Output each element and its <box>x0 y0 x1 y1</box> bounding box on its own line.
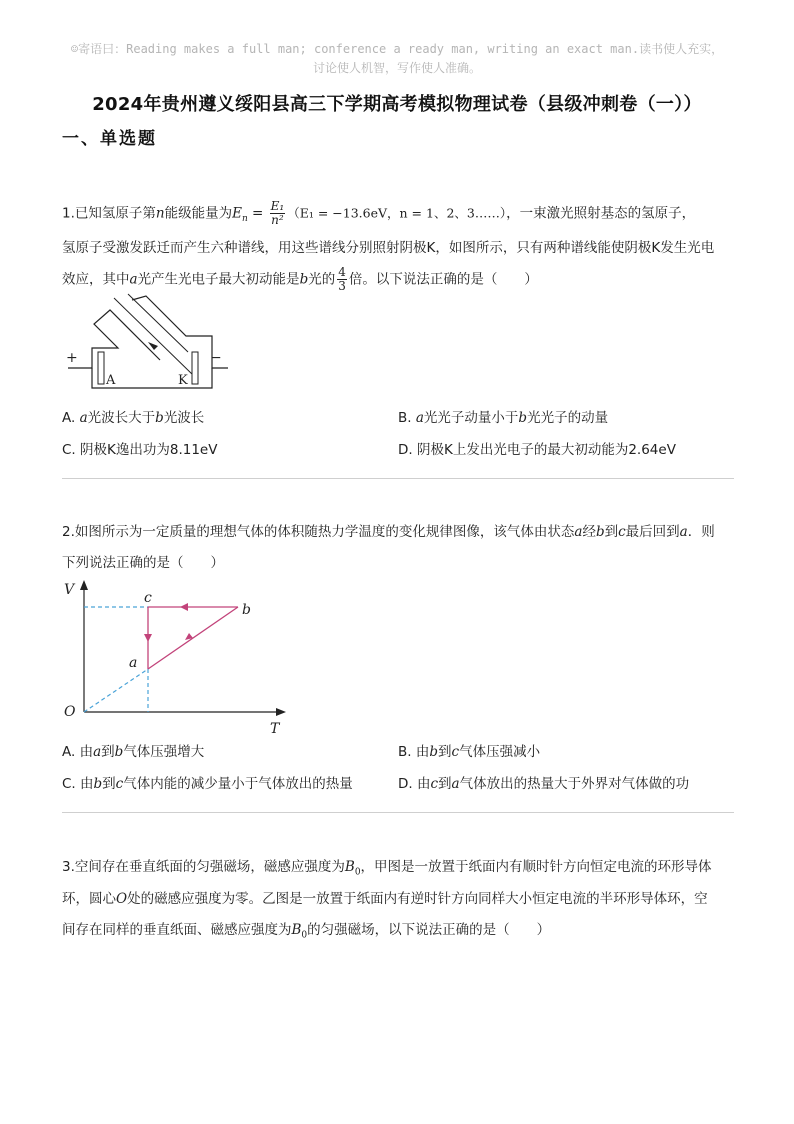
option-text: 光波长 <box>163 410 205 426</box>
option-text: 由 <box>415 744 430 760</box>
option-var: b <box>429 744 439 760</box>
option-text: 由 <box>79 744 94 760</box>
q1-line-3 <box>62 266 538 293</box>
q1-text: 倍。以下说法正确的是（ ） <box>348 271 538 288</box>
q1-option-a[interactable] <box>62 406 204 426</box>
option-var: a <box>79 410 88 426</box>
light-ray-1 <box>114 298 194 376</box>
option-text: 由 <box>80 776 94 792</box>
option-label: C. <box>62 442 76 458</box>
q1-text: ，一束激光照射基态的氢原子， <box>506 205 696 222</box>
q3-text: 间存在同样的垂直纸面、磁感应强度为 <box>62 922 292 938</box>
point-label-a: a <box>129 655 138 671</box>
y-axis-arrow-icon <box>80 580 88 590</box>
q3-var-B: B <box>291 922 302 938</box>
q1-line-1 <box>62 200 695 227</box>
q1-text: 光产生光电子最大初动能是 <box>137 271 300 288</box>
option-text: 气体内能的减少量小于气体放出的热量 <box>123 776 353 792</box>
q2-option-d[interactable] <box>398 772 689 792</box>
q3-var-B-sub: 0 <box>301 930 308 941</box>
axis-label-T: T <box>270 721 280 737</box>
option-var: b <box>93 776 103 792</box>
q2-text: ．则 <box>687 524 715 540</box>
q1-energy-fraction <box>270 200 286 227</box>
q1-condition: （E₁ = −13.6eV，n = 1、2、3……） <box>287 205 507 221</box>
option-var: c <box>451 744 460 760</box>
q3-text: ，甲图是一放置于纸面内有顺时针方向恒定电流的环形导体 <box>360 859 712 875</box>
option-label: D. <box>398 442 413 458</box>
minus-sign: − <box>210 350 222 366</box>
motto-line-2: 讨论使人机智，写作使人准确。 <box>312 61 481 75</box>
option-var: b <box>518 410 528 426</box>
origin-label-O: O <box>64 704 76 720</box>
tube-left-wall <box>68 310 160 368</box>
point-label-b: b <box>242 602 251 618</box>
q1-option-c[interactable] <box>62 438 217 458</box>
q1-text: 能级能量为 <box>164 205 233 222</box>
option-var: a <box>93 744 102 760</box>
q2-option-c[interactable] <box>62 772 353 792</box>
point-label-c: c <box>144 590 152 606</box>
q1-var-En-sub: n <box>241 214 248 225</box>
q3-line-3 <box>62 918 550 941</box>
page-title: 2024年贵州遵义绥阳县高三下学期高考模拟物理试卷（县级冲刺卷（一）） <box>92 94 702 115</box>
q1-text: 效应，其中 <box>62 271 130 288</box>
q2-line-1 <box>62 520 715 540</box>
q2-line-2: 下列说法正确的是（ ） <box>62 555 224 571</box>
option-text: 到 <box>438 744 452 760</box>
q1-var-n: n <box>155 205 165 222</box>
q1-ratio-fraction <box>337 266 347 293</box>
option-var: c <box>430 776 439 792</box>
q1-phototube-figure <box>62 292 232 398</box>
option-label: A. <box>62 410 76 426</box>
q2-text: 到 <box>604 524 619 540</box>
motto-line-1: ☺寄语曰：Reading makes a full man; conference a ready man, writing an exact man.读书使人充实， <box>70 42 724 56</box>
option-text: 阴极K上发出光电子的最大初动能为2.64eV <box>416 442 676 458</box>
light-ray-2 <box>128 294 188 352</box>
option-var: a <box>451 776 460 792</box>
option-label: C. <box>62 776 76 792</box>
dashed-origin-to-a <box>84 669 148 712</box>
q2-option-b[interactable] <box>398 740 540 760</box>
q3-line-1 <box>62 855 712 878</box>
q3-line-2 <box>62 887 708 907</box>
q2-text: 经 <box>582 524 596 540</box>
option-label: A. <box>62 744 76 760</box>
label-A: A <box>106 373 116 388</box>
q1-ratio-den: 3 <box>338 279 346 293</box>
option-text: 到 <box>101 744 115 760</box>
option-text: 光波长大于 <box>87 410 156 426</box>
option-var: b <box>155 410 164 426</box>
q3-text: 环，圆心 <box>62 891 116 907</box>
arrow-b-to-c-icon <box>180 603 188 611</box>
q1-frac-den: n² <box>271 213 284 227</box>
q2-var-b: b <box>595 524 605 540</box>
q1-text: 光的 <box>308 271 336 288</box>
q1-frac-num: E₁ <box>270 199 285 213</box>
anode-A <box>98 352 104 384</box>
q1-equals: = <box>247 205 268 222</box>
option-var: c <box>115 776 124 792</box>
option-var: b <box>114 744 124 760</box>
q2-var-a: a <box>574 524 583 540</box>
q1-option-b[interactable] <box>398 406 608 426</box>
q2-text: 最后回到 <box>625 524 680 540</box>
q2-var-a: a <box>679 524 688 540</box>
x-axis-arrow-icon <box>276 708 286 716</box>
question-divider <box>62 478 734 479</box>
option-text: 到 <box>438 776 452 792</box>
q3-var-B: B <box>344 859 355 875</box>
q3-text: 处的磁感应强度为零。乙图是一放置于纸面内有逆时针方向同样大小恒定电流的半环形导体环，空 <box>127 891 708 907</box>
section-heading: 一、单选题 <box>62 129 157 149</box>
plus-sign: + <box>66 350 78 366</box>
q2-text: 2.如图所示为一定质量的理想气体的体积随热力学温度的变化规律图像，该气体由状态 <box>62 524 575 540</box>
option-text: 气体压强增大 <box>123 744 205 760</box>
q1-var-a: a <box>129 271 138 288</box>
option-text: 气体压强减小 <box>459 744 541 760</box>
arrow-c-to-a-icon <box>144 634 152 642</box>
q3-var-O: O <box>116 891 128 907</box>
q3-text: 3.空间存在垂直纸面的匀强磁场，磁感应强度为 <box>62 859 345 875</box>
q1-ratio-num: 4 <box>338 265 346 279</box>
q2-var-c: c <box>618 524 626 540</box>
q1-option-d[interactable] <box>398 438 676 458</box>
q3-text: 的匀强磁场，以下说法正确的是（ ） <box>307 922 551 938</box>
option-label: B. <box>398 744 412 760</box>
axis-label-V: V <box>64 582 75 598</box>
q2-option-a[interactable] <box>62 740 204 760</box>
motto-header <box>40 40 754 78</box>
q1-text: 1.已知氢原子第 <box>62 205 156 222</box>
q2-vt-graph <box>60 576 290 738</box>
q1-line-2: 氢原子受激发跃迁而产生六种谱线，用这些谱线分别照射阴极K，如图所示，只有两种谱线能使阴极K发生光电 <box>62 240 715 256</box>
option-label: B. <box>398 410 412 426</box>
option-text: 到 <box>102 776 116 792</box>
q1-var-En: E <box>232 205 242 222</box>
option-label: D. <box>398 776 413 792</box>
option-text: 光光子动量小于 <box>423 410 519 426</box>
option-text: 光光子的动量 <box>527 410 609 426</box>
option-var: a <box>415 410 424 426</box>
option-text: 由 <box>416 776 431 792</box>
question-divider <box>62 812 734 813</box>
label-K: K <box>178 373 188 388</box>
option-text: 阴极K逸出功为8.11eV <box>80 442 218 458</box>
cathode-K <box>192 352 198 384</box>
option-text: 气体放出的热量大于外界对气体做的功 <box>459 776 690 792</box>
q1-var-b: b <box>299 271 309 288</box>
q3-var-B-sub: 0 <box>354 867 361 878</box>
